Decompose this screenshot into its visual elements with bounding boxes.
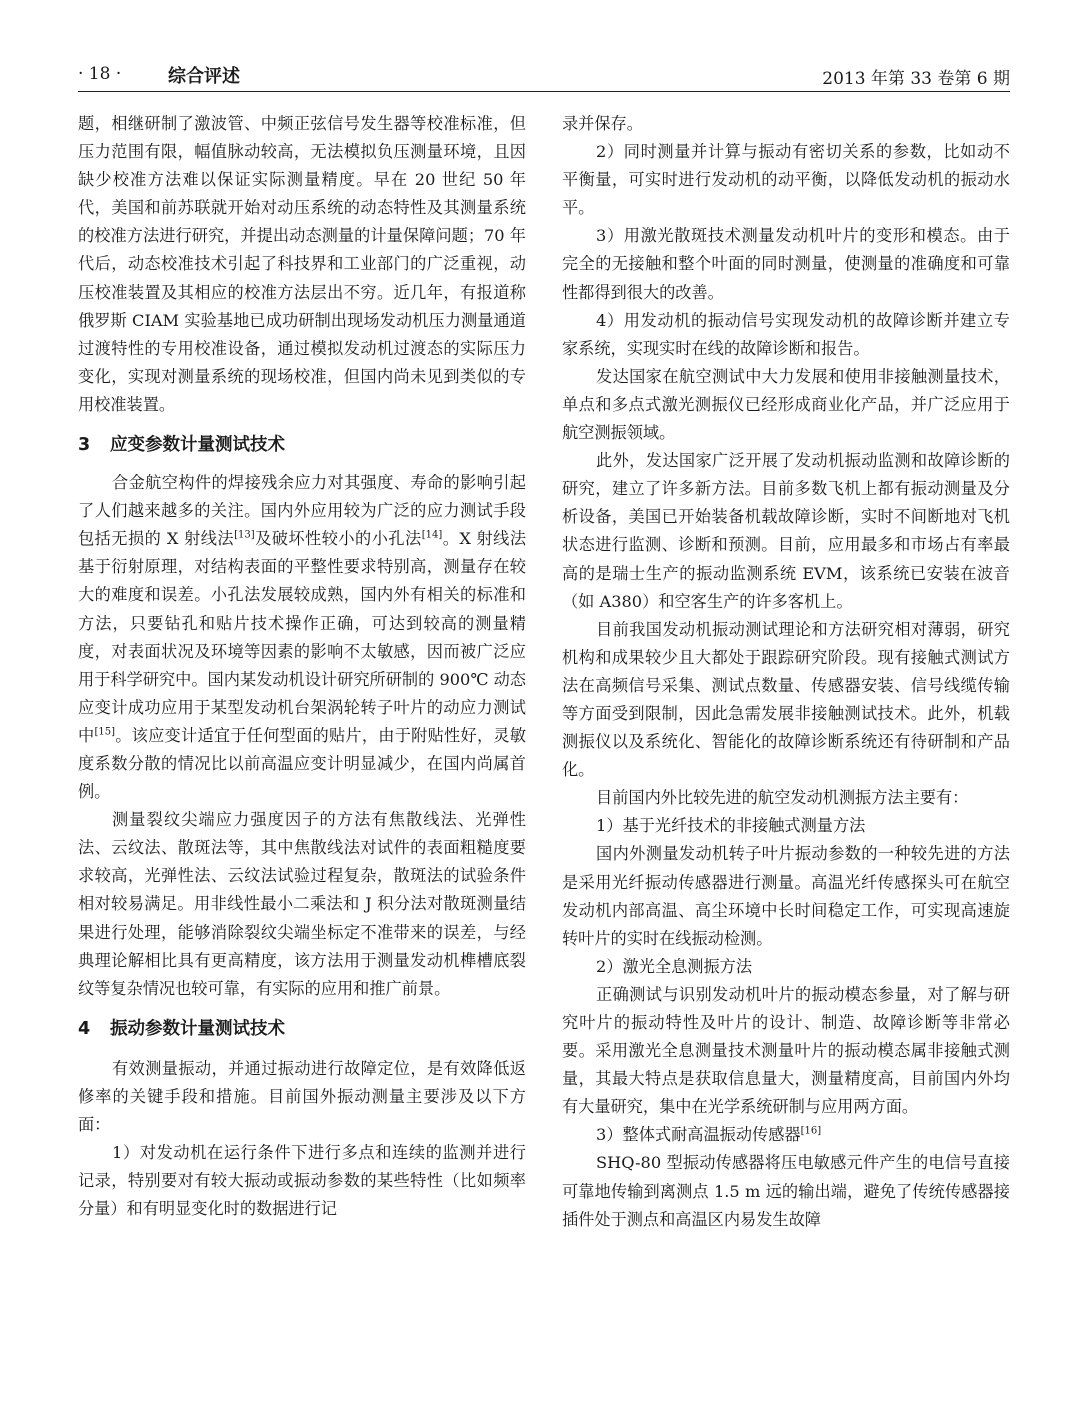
paragraph: 发达国家在航空测试中大力发展和使用非接触测量技术，单点和多点式激光测振仪已经形成商业化产品，并广泛应用于航空测振领域。 bbox=[562, 366, 1010, 443]
citation-ref: [16] bbox=[800, 1125, 822, 1137]
paragraph: 有效测量振动，并通过振动进行故障定位，是有效降低返修率的关键手段和措施。目前国外振动测量主要涉及以下方面： bbox=[78, 1058, 526, 1134]
citation-ref: [14] bbox=[421, 529, 443, 541]
paragraph: 国内外测量发动机转子叶片振动参数的一种较先进的方法是采用光纤振动传感器进行测量。高温光纤传感探头可在航空发动机内部高温、高尘环境中长时间稳定工作，可实现高速旋转叶片的实时在线振动检测。 bbox=[562, 844, 1010, 948]
section-title: 应变参数计量测试技术 bbox=[110, 435, 285, 456]
paragraph: 3）用激光散斑技术测量发动机叶片的变形和模态。由于完全的无接触和整个叶面的同时测量，使测量的准确度和可靠性都得到很大的改善。 bbox=[562, 226, 1010, 302]
right-column bbox=[562, 110, 1010, 1234]
paragraph: 题，相继研制了激波管、中频正弦信号发生器等校准标准，但压力范围有限，幅值脉动较高，无法模拟负压测量环境，且因缺少校准方法难以保证实际测量精度。早在 20 世纪 50 年代，美国和前苏联就开始对动压系统的动态特性及其测量系统的校准方法进行研究，并提出动态测量的计量保障问题；70 年代后，动态校准技术引起了科技界和工业部门的广泛重视，动压校准装置及其相应的校准方法层出不穷。近几年，有报道称俄罗斯 CIAM 实验基地已成功研制出现场发动机压力测量通道过渡特性的专用校准设备，通过模拟发动机过渡态的实际压力变化，实现对测量系统的现场校准，但国内尚未见到类似的专用校准装置。 bbox=[78, 114, 526, 414]
section-heading-4 bbox=[78, 1015, 526, 1043]
paragraph: 正确测试与识别发动机叶片的振动模态参量，对了解与研究叶片的振动特性及叶片的设计、制造、故障诊断等非常必要。采用激光全息测量技术测量叶片的振动模态属非接触式测量，其最大特点是获取信息量大，测量精度高，目前国内外均有大量研究，集中在光学系统研制与应用两方面。 bbox=[562, 984, 1010, 1117]
journal-issue: 2013 年第 33 卷第 6 期 bbox=[822, 69, 1010, 89]
page-header bbox=[78, 62, 1010, 88]
text-run: 合金航空构件的焊接残余应力对其强度、寿命的影响引起了人们越来越多的关注。国内外应用较为广泛的应力测试手段包括无损的 X 射线法 bbox=[78, 473, 526, 549]
header-rule bbox=[78, 91, 1010, 92]
paragraph: 2）同时测量并计算与振动有密切关系的参数，比如动不平衡量，可实时进行发动机的动平衡，以降低发动机的振动水平。 bbox=[562, 142, 1010, 218]
text-run: 。该应变计适宜于任何型面的贴片，由于附贴性好，灵敏度系数分散的情况比以前高温应变计明显减少，在国内尚属首例。 bbox=[78, 725, 527, 802]
page-number: · 18 · bbox=[78, 64, 122, 84]
section-title: 振动参数计量测试技术 bbox=[110, 1018, 285, 1039]
paragraph: 1）对发动机在运行条件下进行多点和连续的监测并进行记录，特别要对有较大振动或振动参数的某些特性（比如频率分量）和有明显变化时的数据进行记 bbox=[78, 1143, 526, 1219]
text-run: 3）整体式耐高温振动传感器 bbox=[596, 1125, 801, 1145]
list-item: 2）激光全息测振方法 bbox=[596, 956, 753, 976]
paragraph: SHQ-80 型振动传感器将压电敏感元件产生的电信号直接可靠地传输到离测点 1.5 m 远的输出端，避免了传统传感器接插件处于测点和高温区内易发生故障 bbox=[562, 1153, 1010, 1229]
section-heading-3 bbox=[78, 431, 526, 459]
paragraph: 录并保存。 bbox=[562, 114, 643, 133]
paragraph: 目前国内外比较先进的航空发动机测振方法主要有： bbox=[596, 788, 969, 808]
paragraph: 测量裂纹尖端应力强度因子的方法有焦散线法、光弹性法、云纹法、散斑法等，其中焦散线法对试件的表面粗糙度要求较高，光弹性法、云纹法试验过程复杂，散斑法的试验条件相对较易满足。用非线性最小二乘法和 J 积分法对散斑测量结果进行处理，能够消除裂纹尖端坐标定不准带来的误差，与经典理论解相比具有更高精度，该方法用于测量发动机榫槽底裂纹等复杂情况也较可靠，有实际的应用和推广前景。 bbox=[78, 810, 526, 998]
list-item bbox=[562, 1121, 1010, 1149]
text-run: 。X 射线法基于衍射原理，对结构表面的平整性要求特别高，测量存在较大的难度和误差。小孔法发展较成熟，国内外有相关的标准和方法，只要钻孔和贴片技术操作正确，可达到较高的测量精度，对表面状况及环境等因素的影响不太敏感，因而被广泛应用于科学研究中。国内某发动机设计研究所研制的 900℃ 动态应变计成功应用于某型发动机台架涡轮转子叶片的动应力测试中 bbox=[78, 529, 527, 745]
citation-ref: [13] bbox=[234, 529, 255, 541]
paragraph: 目前我国发动机振动测试理论和方法研究相对薄弱，研究机构和成果较少且大都处于跟踪研究阶段。现有接触式测试方法在高频信号采集、测试点数量、传感器安装、信号线缆传输等方面受到限制，因此急需发展非接触测试技术。此外，机载测振仪以及系统化、智能化的故障诊断系统还有待研制和产品化。 bbox=[562, 619, 1010, 780]
section-number: 3 bbox=[78, 435, 91, 456]
list-item: 1）基于光纤技术的非接触式测量方法 bbox=[596, 816, 866, 836]
text-run: 及破坏性较小的小孔法 bbox=[254, 529, 422, 549]
paragraph bbox=[78, 469, 526, 806]
left-column bbox=[78, 110, 526, 1223]
citation-ref: [15] bbox=[94, 726, 115, 738]
paragraph: 4）用发动机的振动信号实现发动机的故障诊断并建立专家系统，实现实时在线的故障诊断和报告。 bbox=[562, 310, 1010, 358]
section-name: 综合评述 bbox=[168, 66, 240, 87]
section-number: 4 bbox=[78, 1018, 91, 1039]
paragraph: 此外，发达国家广泛开展了发动机振动监测和故障诊断的研究，建立了许多新方法。目前多数飞机上都有振动测量及分析设备，美国已开始装备机载故障诊断，实时不间断地对飞机状态进行监测、诊断和预测。目前，应用最多和市场占有率最高的是瑞士生产的振动监测系统 EVM，该系统已安装在波音（如 A380）和空客生产的许多客机上。 bbox=[562, 451, 1010, 611]
